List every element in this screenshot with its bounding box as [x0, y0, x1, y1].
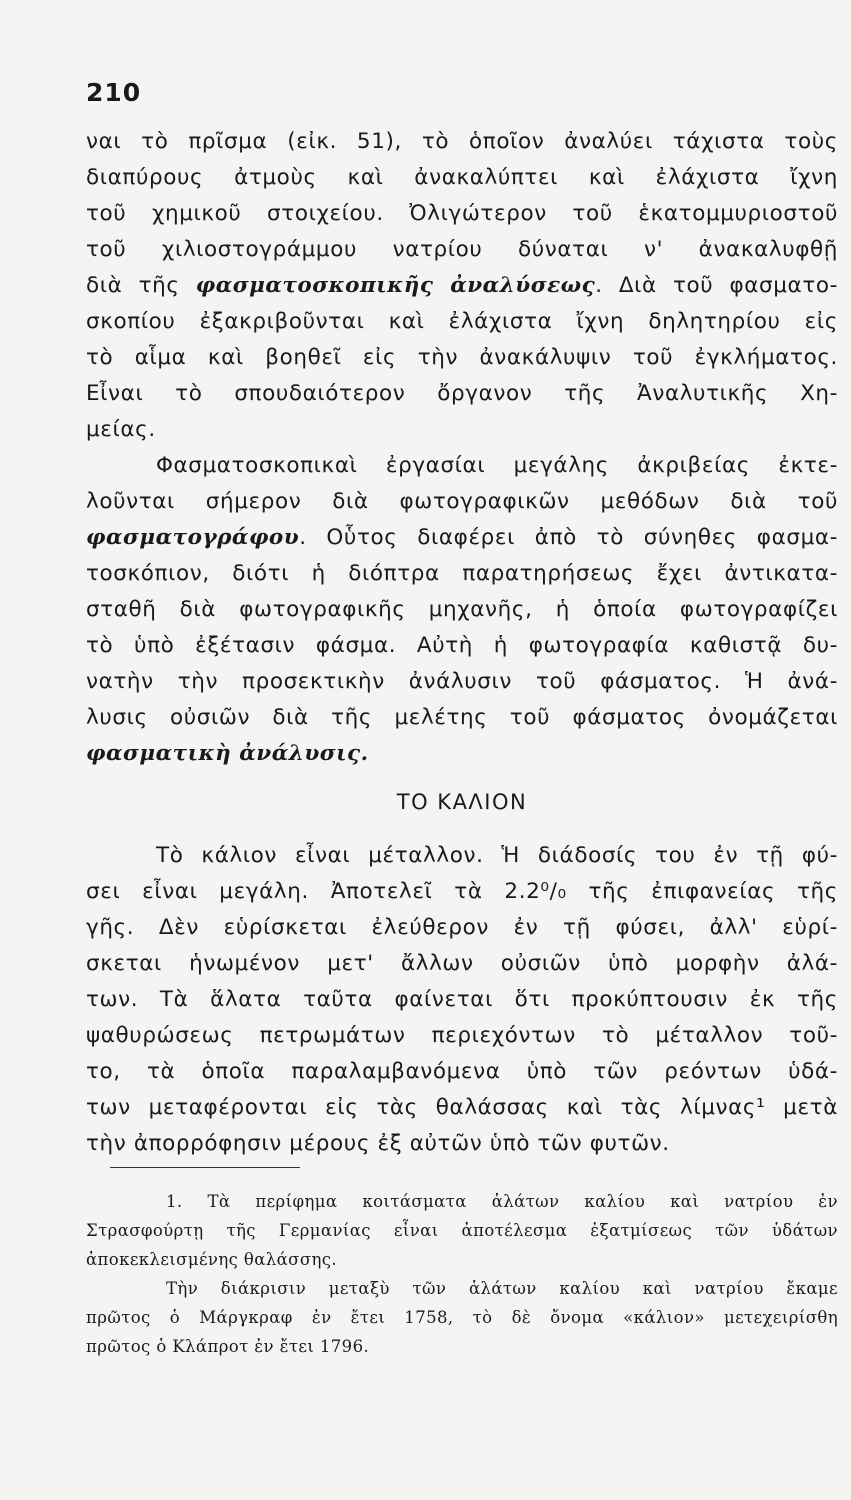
footnotes	[86, 1187, 838, 1361]
text-line: ψαθυρώσεως πετρωμάτων περιεχόντων τὸ μέταλλον τοῦ-	[86, 1023, 838, 1048]
text-line: λοῦνται σήμερον διὰ φωτογραφικῶν μεθόδων διὰ τοῦ	[86, 489, 838, 514]
text-segment: . Διὰ τοῦ φασματο-	[595, 273, 838, 298]
text-line: τὸ αἷμα καὶ βοηθεῖ εἰς τὴν ἀνακάλυψιν τοῦ ἐγκλήματος.	[86, 345, 838, 370]
text-line: μείας.	[86, 417, 156, 442]
footnote-line: Στρασφούρτῃ τῆς Γερμανίας εἶναι ἀποτέλεσμα ἐξατμίσεως τῶν ὑδάτων	[86, 1221, 838, 1240]
text-line: τοσκόπιον, διότι ἡ διόπτρα παρατηρήσεως ἔχει ἀντικατα-	[86, 561, 838, 586]
text-line: γῆς. Δὲν εὑρίσκεται ἐλεύθερον ἐν τῇ φύσει, ἀλλ' εὑρί-	[86, 915, 838, 940]
text-line: λυσις οὐσιῶν διὰ τῆς μελέτης τοῦ φάσματος ὀνομάζεται	[86, 705, 838, 730]
section-title: ΤΟ ΚΑΛΙΟΝ	[396, 790, 528, 814]
text-line: το, τὰ ὁποῖα παραλαμβανόμενα ὑπὸ τῶν ρεόντων ὑδά-	[86, 1059, 838, 1084]
text-line	[86, 520, 838, 556]
text-line: διαπύρους ἀτμοὺς καὶ ἀνακαλύπτει καὶ ἐλάχιστα ἴχνη	[86, 165, 838, 190]
text-line: ναι τὸ πρῖσμα (εἰκ. 51), τὸ ὁποῖον ἀναλύει τάχιστα τοὺς	[86, 129, 838, 154]
footnote-line: 1. Τὰ περίφημα κοιτάσματα ἁλάτων καλίου καὶ νατρίου ἐν	[166, 1192, 838, 1211]
paragraph-potassium	[86, 838, 838, 1162]
paragraph-spectroscopy	[86, 124, 838, 772]
text-line: των μεταφέρονται εἰς τὰς θαλάσσας καὶ τὰς λίμνας¹ μετὰ	[86, 1095, 838, 1120]
text-line: νατὴν τὴν προσεκτικὴν ἀνάλυσιν τοῦ φάσματος. Ἡ ἀνά-	[86, 669, 838, 694]
text-line: σταθῆ διὰ φωτογραφικῆς μηχανῆς, ἡ ὁποία φωτογραφίζει	[86, 597, 838, 622]
text-line: σει εἶναι μεγάλη. Ἀποτελεῖ τὰ 2.2⁰/₀ τῆς ἐπιφανείας τῆς	[86, 879, 838, 904]
emphasized-term: φασματικὴ ἀνάλυσις.	[86, 741, 369, 766]
text-line: Φασματοσκοπικαὶ ἐργασίαι μεγάλης ἀκριβείας ἐκτε-	[156, 453, 838, 478]
text-line: σκεται ἡνωμένον μετ' ἄλλων οὐσιῶν ὑπὸ μορφὴν ἀλά-	[86, 951, 838, 976]
text-line: τὸ ὑπὸ ἐξέτασιν φάσμα. Αὐτὴ ἡ φωτογραφία καθιστᾷ δυ-	[86, 633, 838, 658]
emphasized-term: φασματοσκοπικῆς ἀναλύσεως	[195, 273, 596, 298]
text-line: των. Τὰ ἅλατα ταῦτα φαίνεται ὅτι προκύπτουσιν ἐκ τῆς	[86, 987, 838, 1012]
emphasized-term: φασματογράφου	[86, 525, 300, 550]
text-line: τὴν ἀπορρόφησιν μέρους ἐξ αὐτῶν ὑπὸ τῶν φυτῶν.	[86, 1131, 670, 1156]
text-segment: διὰ τῆς	[86, 273, 196, 298]
text-line: τοῦ χημικοῦ στοιχείου. Ὀλιγώτερον τοῦ ἑκατομμυριοστοῦ	[86, 201, 838, 226]
text-line: σκοπίου ἐξακριβοῦνται καὶ ἐλάχιστα ἴχνη δηλητηρίου εἰς	[86, 309, 838, 334]
page-number: 210	[86, 78, 142, 107]
text-segment: . Οὗτος διαφέρει ἀπὸ τὸ σύνηθες φασμα-	[299, 525, 838, 550]
footnote-line: πρῶτος ὁ Κλάπροτ ἐν ἔτει 1796.	[86, 1337, 370, 1356]
text-line: Εἶναι τὸ σπουδαιότερον ὄργανον τῆς Ἀναλυτικῆς Χη-	[86, 381, 838, 406]
footnote-line: Τὴν διάκρισιν μεταξὺ τῶν ἁλάτων καλίου καὶ νατρίου ἔκαμε	[166, 1279, 838, 1298]
text-line: Τὸ κάλιον εἶναι μέταλλον. Ἡ διάδοσίς του ἐν τῇ φύ-	[156, 843, 838, 868]
footnote-line: ἀποκεκλεισμένης θαλάσσης.	[86, 1250, 338, 1269]
footnote-divider	[110, 1167, 300, 1168]
footnote-line: πρῶτος ὁ Μάργκραφ ἐν ἔτει 1758, τὸ δὲ ὄνομα «κάλιον» μετεχειρίσθη	[86, 1308, 838, 1327]
text-line	[86, 268, 838, 304]
text-line: τοῦ χιλιοστογράμμου νατρίου δύναται ν' ἀνακαλυφθῇ	[86, 237, 838, 262]
